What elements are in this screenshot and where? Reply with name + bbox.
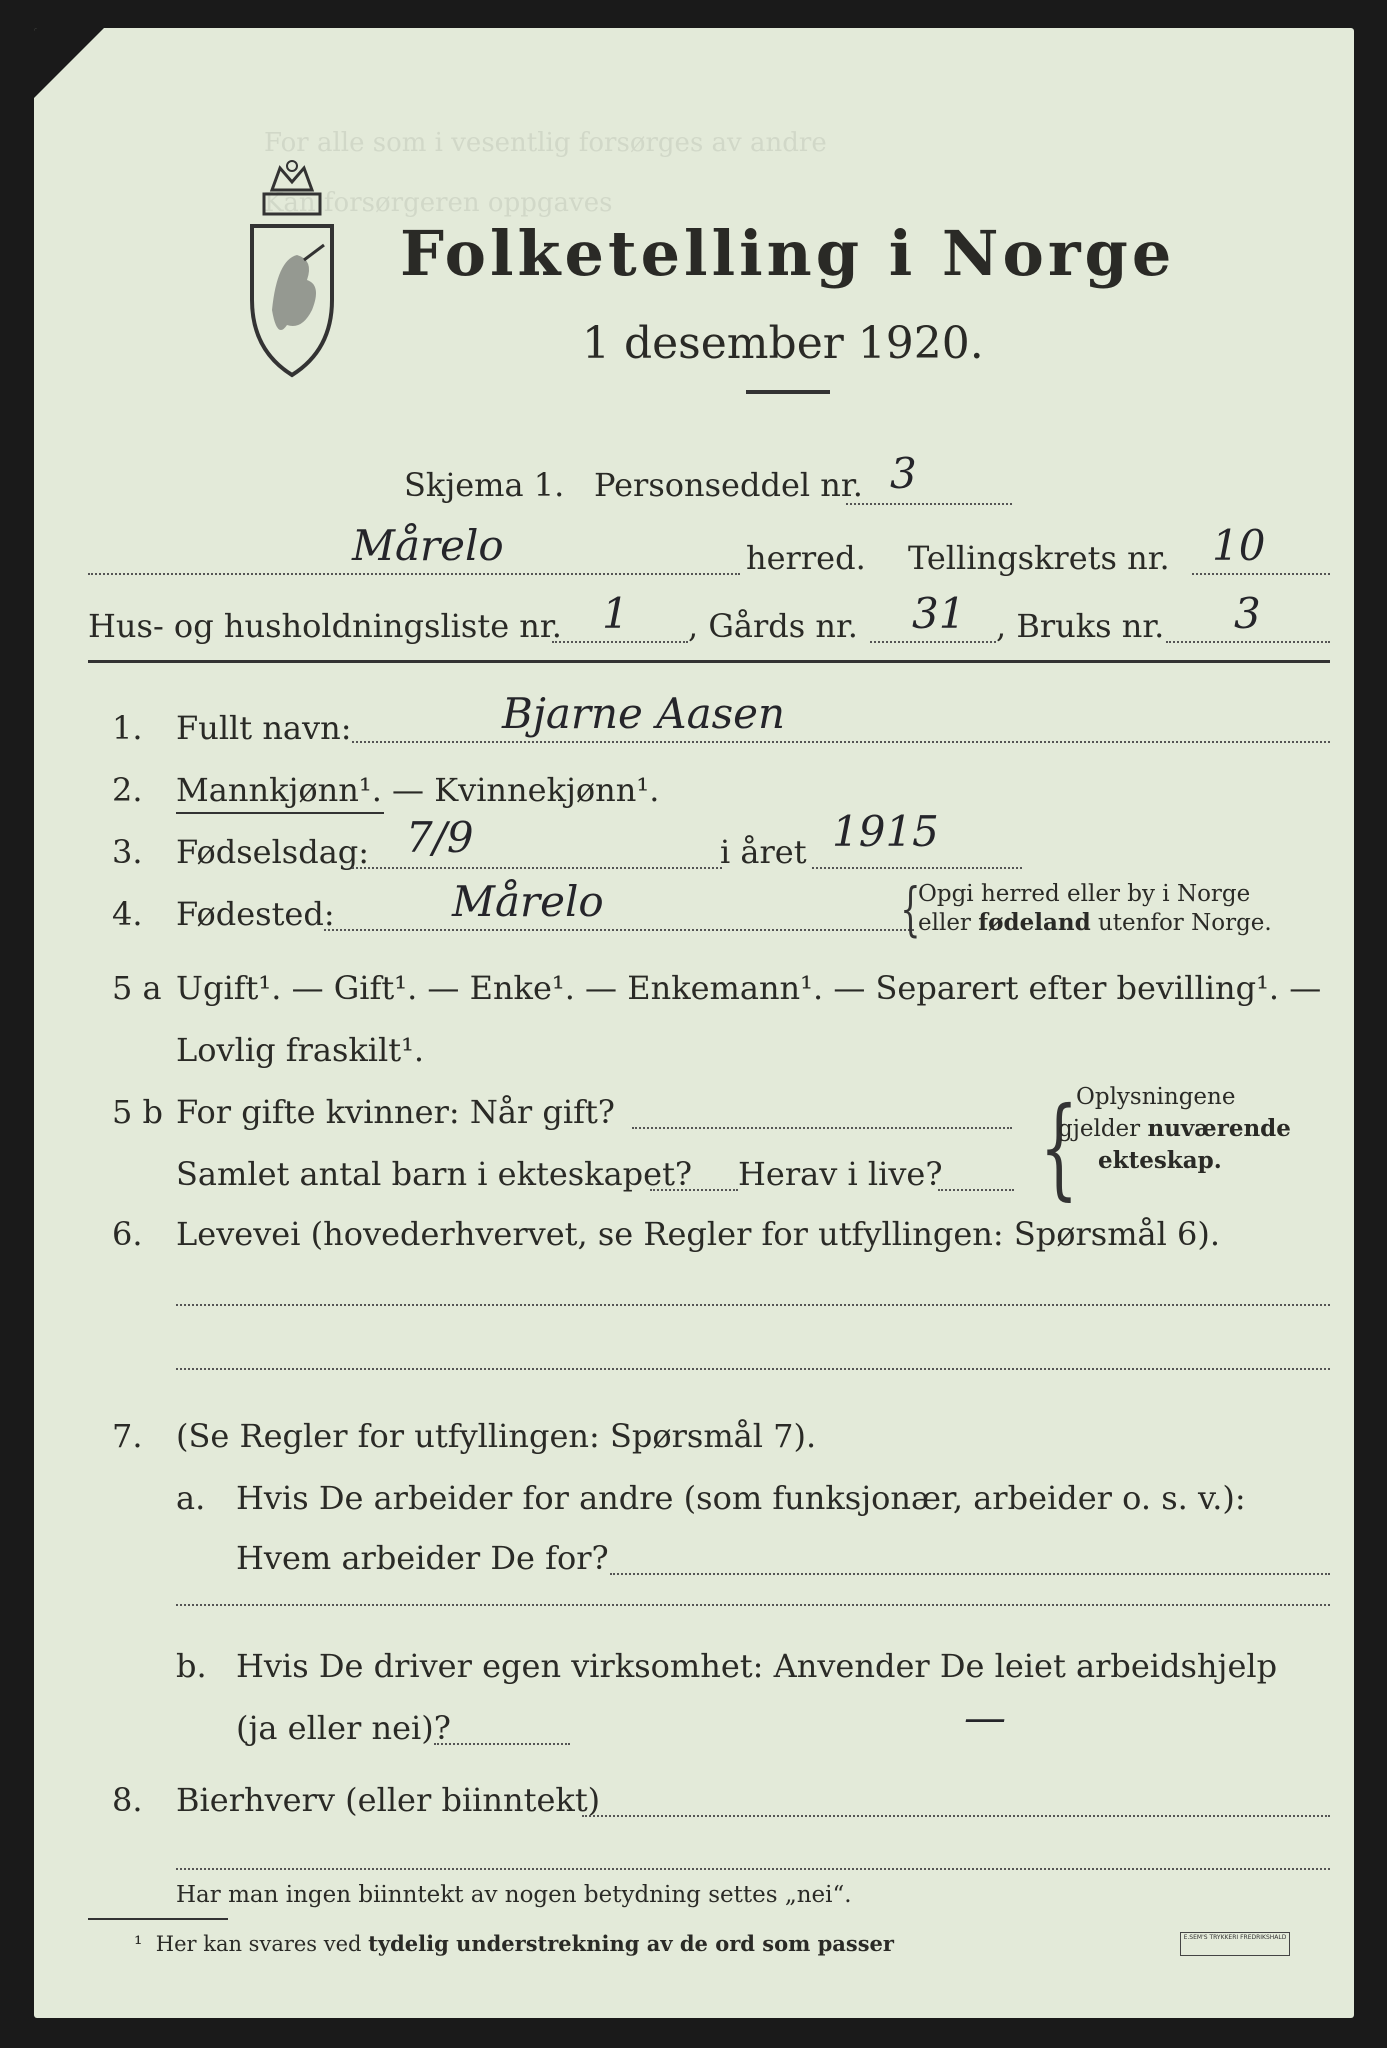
full-name-value: Bjarne Aasen	[502, 689, 786, 738]
page-title: Folketelling i Norge	[400, 217, 1176, 290]
q5b-married-line	[632, 1127, 1012, 1129]
q3-year-label: i året	[720, 833, 807, 871]
q7b-line	[434, 1743, 570, 1745]
q5b-line1: For gifte kvinner: Når gift?	[176, 1093, 615, 1131]
herred-line	[88, 573, 740, 575]
q7a-line	[610, 1573, 1330, 1575]
mannkjonn-underline	[176, 812, 384, 814]
census-form-page	[34, 28, 1354, 2018]
personseddel-value: 3	[890, 449, 917, 498]
q3-year-line	[812, 867, 1022, 869]
header-divider	[88, 660, 1330, 663]
q7a-letter: a.	[176, 1479, 206, 1517]
q6-number: 6.	[112, 1215, 143, 1253]
personseddel-label: Personseddel nr.	[594, 466, 863, 504]
q4-label: Fødested:	[176, 895, 335, 933]
q6-label: Levevei (hovederhvervet, se Regler for utfyllingen: Spørsmål 6).	[176, 1215, 1221, 1253]
title-divider	[746, 390, 830, 394]
bruks-value: 3	[1234, 589, 1261, 638]
bleed-through: Kan forsørgeren oppgaves	[264, 188, 613, 218]
q5b-alive-label: Herav i live?	[738, 1155, 943, 1193]
footnote-divider	[88, 1918, 228, 1920]
husliste-line	[552, 641, 688, 643]
herred-value: Mårelo	[352, 521, 504, 570]
q6-line1	[176, 1304, 1330, 1306]
birth-year-value: 1915	[832, 807, 939, 856]
q4-brace: {	[900, 875, 921, 943]
q5a-number: 5 a	[112, 969, 162, 1007]
q1-number: 1.	[112, 709, 143, 747]
bleed-through: For alle som i vesentlig forsørges av andre	[264, 128, 827, 158]
q5b-alive-line	[938, 1189, 1014, 1191]
q5a-line1: Ugift¹. — Gift¹. — Enke¹. — Enkemann¹. — Separert efter bevilling¹. —	[176, 969, 1322, 1007]
footer-note: Har man ingen biinntekt av nogen betydning settes „nei“.	[176, 1882, 852, 1908]
q3-number: 3.	[112, 833, 143, 871]
husliste-label: Hus- og husholdningsliste nr.	[88, 607, 562, 645]
q2-label: Mannkjønn¹. — Kvinnekjønn¹.	[176, 771, 660, 809]
q5b-note-line3: ekteskap.	[1098, 1147, 1222, 1174]
q2-number: 2.	[112, 771, 143, 809]
skjema-label: Skjema 1.	[404, 466, 565, 504]
birthplace-value: Mårelo	[452, 877, 604, 926]
gards-line	[870, 641, 996, 643]
footnote: ¹ Her kan svares ved tydelig understrekning av de ord som passer	[134, 1931, 894, 1956]
tellingskrets-line	[1192, 573, 1330, 575]
q5b-number: 5 b	[112, 1093, 164, 1131]
birthday-value: 7/9	[406, 813, 474, 862]
q1-label: Fullt navn:	[176, 709, 352, 747]
q5b-note-line1: Oplysningene	[1076, 1084, 1236, 1110]
q4-number: 4.	[112, 895, 143, 933]
herred-label: herred.	[746, 539, 866, 577]
q8-line2	[176, 1868, 1330, 1870]
q8-label: Bierhverv (eller biinntekt)	[176, 1781, 601, 1819]
husliste-value: 1	[602, 589, 629, 638]
q7b-letter: b.	[176, 1647, 207, 1685]
tellingskrets-label: Tellingskrets nr.	[908, 539, 1170, 577]
gards-value: 31	[912, 589, 966, 638]
q7b-line1: Hvis De driver egen virksomhet: Anvender De leiet arbeidshjelp	[236, 1647, 1278, 1685]
q5b-children-label: Samlet antal barn i ekteskapet?	[176, 1155, 693, 1193]
printer-stamp: E.SEM'S TRYKKERI FREDRIKSHALD	[1180, 1932, 1290, 1956]
q5b-children-line	[650, 1189, 738, 1191]
bruks-line	[1166, 641, 1330, 643]
q7a-line1: Hvis De arbeider for andre (som funksjonær, arbeider o. s. v.):	[236, 1479, 1246, 1517]
q3-day-line	[352, 867, 722, 869]
q7-label: (Se Regler for utfyllingen: Spørsmål 7).	[176, 1417, 817, 1455]
q1-line	[352, 741, 1330, 743]
norwegian-lion-crest-icon	[242, 160, 342, 382]
personseddel-line	[846, 503, 1012, 505]
q5b-note-line2: gjelder nuværende	[1058, 1115, 1291, 1142]
q7a-line-extra	[176, 1604, 1330, 1606]
tellingskrets-value: 10	[1212, 521, 1266, 570]
q5b-brace: {	[1039, 1083, 1079, 1211]
census-date: 1 desember 1920.	[582, 318, 984, 369]
q7b-value: —	[964, 1693, 1006, 1742]
gards-label: , Gårds nr.	[688, 607, 858, 645]
q6-line2	[176, 1368, 1330, 1370]
q7a-line2: Hvem arbeider De for?	[236, 1539, 609, 1577]
q7b-line2: (ja eller nei)?	[236, 1709, 451, 1747]
bruks-label: , Bruks nr.	[996, 607, 1165, 645]
q4-line	[324, 929, 914, 931]
q8-line	[582, 1815, 1330, 1817]
torn-corner	[34, 28, 104, 98]
q8-number: 8.	[112, 1781, 143, 1819]
q5a-line2: Lovlig fraskilt¹.	[176, 1031, 425, 1069]
q3-label: Fødselsdag:	[176, 833, 370, 871]
q4-note-line1: Opgi herred eller by i Norge	[918, 881, 1251, 907]
q7-number: 7.	[112, 1417, 143, 1455]
q4-note-line2: eller fødeland utenfor Norge.	[918, 909, 1272, 936]
